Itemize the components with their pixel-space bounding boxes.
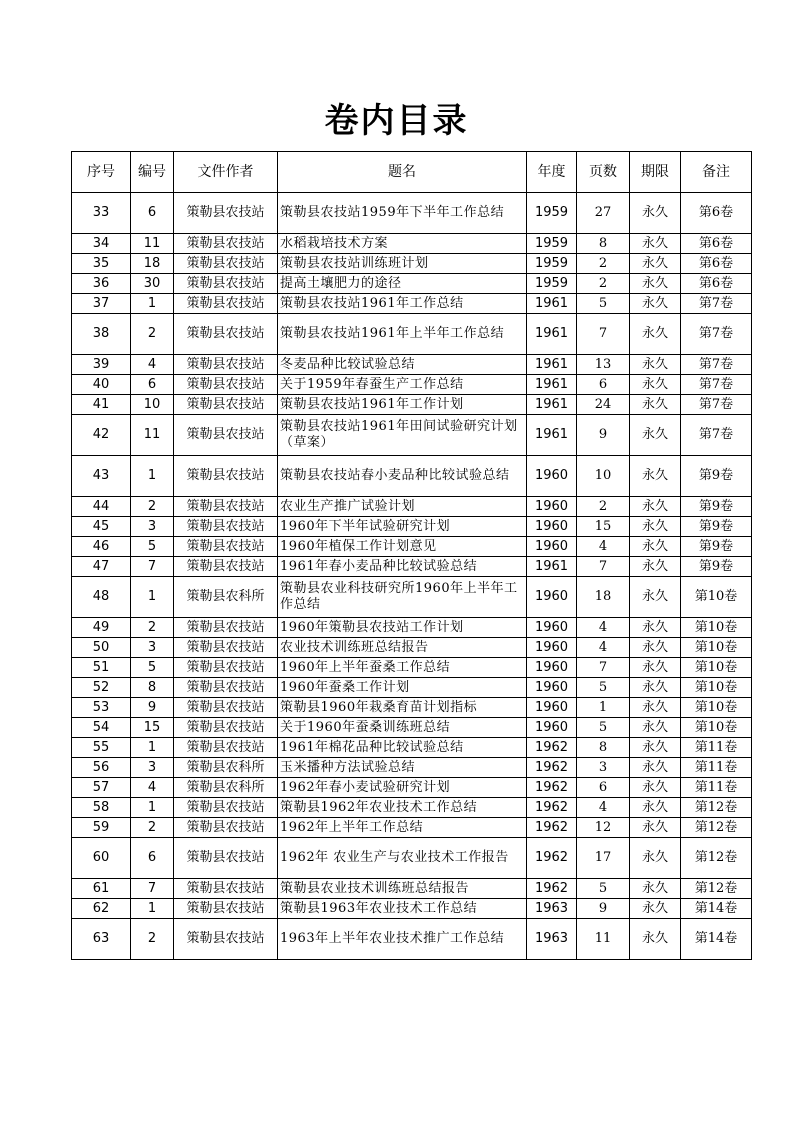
row-author: 策勒县农技站 xyxy=(174,415,278,456)
row-serial: 3 xyxy=(131,758,174,778)
row-year: 1959 xyxy=(527,274,577,294)
row-term: 永久 xyxy=(630,193,681,234)
row-number: 63 xyxy=(72,919,131,960)
row-number: 41 xyxy=(72,395,131,415)
row-pages: 4 xyxy=(577,638,630,658)
row-note: 第14卷 xyxy=(681,919,752,960)
row-serial: 8 xyxy=(131,678,174,698)
row-author: 策勒县农技站 xyxy=(174,738,278,758)
row-year: 1960 xyxy=(527,497,577,517)
row-author: 策勒县农技站 xyxy=(174,537,278,557)
header-term: 期限 xyxy=(630,152,681,193)
table-row xyxy=(72,658,752,678)
row-term: 永久 xyxy=(630,879,681,899)
row-number: 53 xyxy=(72,698,131,718)
row-pages: 5 xyxy=(577,718,630,738)
table-row xyxy=(72,294,752,314)
row-serial: 1 xyxy=(131,294,174,314)
row-year: 1961 xyxy=(527,395,577,415)
row-title: 策勒县1963年农业技术工作总结 xyxy=(278,899,527,919)
row-title: 策勒县农技站春小麦品种比较试验总结 xyxy=(278,456,527,497)
row-term: 永久 xyxy=(630,234,681,254)
row-number: 45 xyxy=(72,517,131,537)
row-serial: 30 xyxy=(131,274,174,294)
table-row xyxy=(72,254,752,274)
row-title: 水稻栽培技术方案 xyxy=(278,234,527,254)
row-year: 1962 xyxy=(527,758,577,778)
row-pages: 10 xyxy=(577,456,630,497)
row-title: 1962年上半年工作总结 xyxy=(278,818,527,838)
row-author: 策勒县农科所 xyxy=(174,758,278,778)
row-number: 54 xyxy=(72,718,131,738)
row-number: 56 xyxy=(72,758,131,778)
row-title: 1960年蚕桑工作计划 xyxy=(278,678,527,698)
row-term: 永久 xyxy=(630,738,681,758)
row-title: 策勒县农技站训练班计划 xyxy=(278,254,527,274)
header-row xyxy=(72,152,752,193)
row-term: 永久 xyxy=(630,678,681,698)
row-title: 1960年策勒县农技站工作计划 xyxy=(278,618,527,638)
row-year: 1961 xyxy=(527,294,577,314)
row-serial: 11 xyxy=(131,415,174,456)
row-number: 48 xyxy=(72,577,131,618)
row-title: 策勒县农技站1961年上半年工作总结 xyxy=(278,314,527,355)
row-serial: 18 xyxy=(131,254,174,274)
row-year: 1962 xyxy=(527,738,577,758)
row-term: 永久 xyxy=(630,517,681,537)
row-term: 永久 xyxy=(630,497,681,517)
header-pages: 页数 xyxy=(577,152,630,193)
row-year: 1962 xyxy=(527,838,577,879)
row-number: 37 xyxy=(72,294,131,314)
table-row xyxy=(72,879,752,899)
row-pages: 17 xyxy=(577,838,630,879)
row-note: 第10卷 xyxy=(681,718,752,738)
row-author: 策勒县农技站 xyxy=(174,818,278,838)
table-row xyxy=(72,497,752,517)
row-year: 1960 xyxy=(527,537,577,557)
row-serial: 5 xyxy=(131,537,174,557)
row-serial: 9 xyxy=(131,698,174,718)
row-number: 35 xyxy=(72,254,131,274)
row-pages: 2 xyxy=(577,254,630,274)
row-author: 策勒县农技站 xyxy=(174,395,278,415)
row-author: 策勒县农技站 xyxy=(174,919,278,960)
row-author: 策勒县农技站 xyxy=(174,618,278,638)
row-author: 策勒县农技站 xyxy=(174,294,278,314)
row-pages: 8 xyxy=(577,738,630,758)
table-row xyxy=(72,557,752,577)
row-note: 第6卷 xyxy=(681,254,752,274)
row-note: 第7卷 xyxy=(681,314,752,355)
row-note: 第6卷 xyxy=(681,234,752,254)
row-title: 1961年春小麦品种比较试验总结 xyxy=(278,557,527,577)
row-author: 策勒县农技站 xyxy=(174,879,278,899)
header-title: 题名 xyxy=(278,152,527,193)
row-serial: 2 xyxy=(131,618,174,638)
row-author: 策勒县农技站 xyxy=(174,798,278,818)
row-author: 策勒县农技站 xyxy=(174,254,278,274)
row-title: 玉米播种方法试验总结 xyxy=(278,758,527,778)
row-term: 永久 xyxy=(630,638,681,658)
row-note: 第11卷 xyxy=(681,758,752,778)
row-note: 第10卷 xyxy=(681,658,752,678)
row-title: 策勒县1962年农业技术工作总结 xyxy=(278,798,527,818)
row-year: 1960 xyxy=(527,658,577,678)
row-term: 永久 xyxy=(630,274,681,294)
row-term: 永久 xyxy=(630,698,681,718)
row-note: 第10卷 xyxy=(681,638,752,658)
header-note: 备注 xyxy=(681,152,752,193)
row-note: 第10卷 xyxy=(681,577,752,618)
table-row xyxy=(72,537,752,557)
row-serial: 6 xyxy=(131,193,174,234)
header-author: 文件作者 xyxy=(174,152,278,193)
row-pages: 4 xyxy=(577,798,630,818)
row-serial: 4 xyxy=(131,355,174,375)
row-number: 55 xyxy=(72,738,131,758)
row-serial: 1 xyxy=(131,798,174,818)
table-row xyxy=(72,778,752,798)
row-title: 1962年春小麦试验研究计划 xyxy=(278,778,527,798)
table-row xyxy=(72,577,752,618)
row-note: 第10卷 xyxy=(681,678,752,698)
row-note: 第9卷 xyxy=(681,497,752,517)
row-year: 1961 xyxy=(527,557,577,577)
row-pages: 2 xyxy=(577,497,630,517)
header-year: 年度 xyxy=(527,152,577,193)
row-author: 策勒县农技站 xyxy=(174,456,278,497)
row-term: 永久 xyxy=(630,577,681,618)
row-year: 1961 xyxy=(527,314,577,355)
row-author: 策勒县农技站 xyxy=(174,355,278,375)
table-row xyxy=(72,678,752,698)
header-number: 序号 xyxy=(72,152,131,193)
table-row xyxy=(72,517,752,537)
table-row xyxy=(72,838,752,879)
row-year: 1963 xyxy=(527,899,577,919)
row-pages: 4 xyxy=(577,618,630,638)
row-note: 第9卷 xyxy=(681,517,752,537)
row-author: 策勒县农技站 xyxy=(174,375,278,395)
row-serial: 11 xyxy=(131,234,174,254)
row-term: 永久 xyxy=(630,899,681,919)
table-row xyxy=(72,395,752,415)
row-title: 策勒县农技站1961年工作计划 xyxy=(278,395,527,415)
row-note: 第7卷 xyxy=(681,355,752,375)
row-pages: 6 xyxy=(577,375,630,395)
row-term: 永久 xyxy=(630,537,681,557)
row-year: 1962 xyxy=(527,798,577,818)
row-number: 43 xyxy=(72,456,131,497)
row-title: 农业技术训练班总结报告 xyxy=(278,638,527,658)
row-serial: 1 xyxy=(131,456,174,497)
row-number: 52 xyxy=(72,678,131,698)
table-row xyxy=(72,758,752,778)
row-note: 第9卷 xyxy=(681,456,752,497)
row-pages: 9 xyxy=(577,415,630,456)
row-year: 1960 xyxy=(527,638,577,658)
table-row xyxy=(72,456,752,497)
row-serial: 1 xyxy=(131,738,174,758)
row-serial: 10 xyxy=(131,395,174,415)
row-title: 策勒县农技站1961年田间试验研究计划（草案） xyxy=(278,415,527,456)
row-title: 策勒县农技站1959年下半年工作总结 xyxy=(278,193,527,234)
row-serial: 15 xyxy=(131,718,174,738)
row-number: 58 xyxy=(72,798,131,818)
row-author: 策勒县农技站 xyxy=(174,274,278,294)
row-pages: 5 xyxy=(577,879,630,899)
row-pages: 6 xyxy=(577,778,630,798)
row-author: 策勒县农技站 xyxy=(174,314,278,355)
row-note: 第7卷 xyxy=(681,375,752,395)
row-term: 永久 xyxy=(630,838,681,879)
row-note: 第7卷 xyxy=(681,294,752,314)
row-number: 47 xyxy=(72,557,131,577)
row-serial: 2 xyxy=(131,314,174,355)
table-row xyxy=(72,314,752,355)
row-term: 永久 xyxy=(630,456,681,497)
row-year: 1959 xyxy=(527,193,577,234)
row-title: 策勒县农技站1961年工作总结 xyxy=(278,294,527,314)
catalog-table xyxy=(71,151,752,960)
row-term: 永久 xyxy=(630,778,681,798)
row-note: 第11卷 xyxy=(681,778,752,798)
row-note: 第9卷 xyxy=(681,557,752,577)
row-pages: 5 xyxy=(577,294,630,314)
row-term: 永久 xyxy=(630,314,681,355)
row-year: 1959 xyxy=(527,234,577,254)
row-number: 40 xyxy=(72,375,131,395)
row-number: 61 xyxy=(72,879,131,899)
row-year: 1960 xyxy=(527,718,577,738)
row-note: 第10卷 xyxy=(681,698,752,718)
row-serial: 6 xyxy=(131,375,174,395)
row-title: 1963年上半年农业技术推广工作总结 xyxy=(278,919,527,960)
row-year: 1960 xyxy=(527,577,577,618)
table-row xyxy=(72,638,752,658)
row-serial: 3 xyxy=(131,517,174,537)
row-note: 第6卷 xyxy=(681,274,752,294)
row-author: 策勒县农技站 xyxy=(174,497,278,517)
row-author: 策勒县农技站 xyxy=(174,517,278,537)
table-row xyxy=(72,818,752,838)
row-year: 1960 xyxy=(527,456,577,497)
row-term: 永久 xyxy=(630,798,681,818)
row-year: 1962 xyxy=(527,879,577,899)
row-author: 策勒县农技站 xyxy=(174,658,278,678)
row-pages: 9 xyxy=(577,899,630,919)
table-row xyxy=(72,618,752,638)
row-number: 57 xyxy=(72,778,131,798)
table-row xyxy=(72,919,752,960)
row-pages: 7 xyxy=(577,314,630,355)
row-number: 49 xyxy=(72,618,131,638)
row-pages: 18 xyxy=(577,577,630,618)
row-title: 策勒县农业科技研究所1960年上半年工作总结 xyxy=(278,577,527,618)
row-year: 1962 xyxy=(527,778,577,798)
row-title: 关于1959年春蚕生产工作总结 xyxy=(278,375,527,395)
row-title: 1961年棉花品种比较试验总结 xyxy=(278,738,527,758)
row-number: 62 xyxy=(72,899,131,919)
row-author: 策勒县农科所 xyxy=(174,778,278,798)
row-author: 策勒县农技站 xyxy=(174,557,278,577)
row-note: 第12卷 xyxy=(681,818,752,838)
row-year: 1961 xyxy=(527,415,577,456)
row-pages: 5 xyxy=(577,678,630,698)
row-term: 永久 xyxy=(630,415,681,456)
row-title: 农业生产推广试验计划 xyxy=(278,497,527,517)
row-title: 策勒县农业技术训练班总结报告 xyxy=(278,879,527,899)
table-row xyxy=(72,899,752,919)
row-serial: 2 xyxy=(131,497,174,517)
row-number: 42 xyxy=(72,415,131,456)
row-note: 第9卷 xyxy=(681,537,752,557)
row-title: 提高土壤肥力的途径 xyxy=(278,274,527,294)
row-pages: 15 xyxy=(577,517,630,537)
row-term: 永久 xyxy=(630,758,681,778)
header-serial: 编号 xyxy=(131,152,174,193)
row-term: 永久 xyxy=(630,294,681,314)
row-pages: 4 xyxy=(577,537,630,557)
row-serial: 1 xyxy=(131,899,174,919)
row-author: 策勒县农技站 xyxy=(174,678,278,698)
row-pages: 12 xyxy=(577,818,630,838)
row-serial: 2 xyxy=(131,919,174,960)
row-pages: 7 xyxy=(577,658,630,678)
row-title: 1960年上半年蚕桑工作总结 xyxy=(278,658,527,678)
row-serial: 6 xyxy=(131,838,174,879)
row-number: 36 xyxy=(72,274,131,294)
row-note: 第14卷 xyxy=(681,899,752,919)
row-serial: 7 xyxy=(131,557,174,577)
row-year: 1962 xyxy=(527,818,577,838)
row-serial: 5 xyxy=(131,658,174,678)
row-author: 策勒县农技站 xyxy=(174,698,278,718)
row-number: 51 xyxy=(72,658,131,678)
row-term: 永久 xyxy=(630,618,681,638)
row-number: 46 xyxy=(72,537,131,557)
row-title: 策勒县1960年栽桑育苗计划指标 xyxy=(278,698,527,718)
row-year: 1959 xyxy=(527,254,577,274)
row-year: 1960 xyxy=(527,678,577,698)
row-note: 第11卷 xyxy=(681,738,752,758)
row-title: 冬麦品种比较试验总结 xyxy=(278,355,527,375)
table-row xyxy=(72,274,752,294)
row-pages: 3 xyxy=(577,758,630,778)
row-term: 永久 xyxy=(630,818,681,838)
row-title: 1962年 农业生产与农业技术工作报告 xyxy=(278,838,527,879)
row-number: 44 xyxy=(72,497,131,517)
row-author: 策勒县农技站 xyxy=(174,718,278,738)
row-author: 策勒县农技站 xyxy=(174,838,278,879)
row-note: 第12卷 xyxy=(681,838,752,879)
row-term: 永久 xyxy=(630,718,681,738)
row-serial: 7 xyxy=(131,879,174,899)
row-pages: 1 xyxy=(577,698,630,718)
table-row xyxy=(72,193,752,234)
row-number: 60 xyxy=(72,838,131,879)
row-author: 策勒县农技站 xyxy=(174,638,278,658)
row-note: 第7卷 xyxy=(681,415,752,456)
row-note: 第12卷 xyxy=(681,798,752,818)
page-title: 卷内目录 xyxy=(324,101,469,141)
row-number: 38 xyxy=(72,314,131,355)
row-pages: 11 xyxy=(577,919,630,960)
table-row xyxy=(72,415,752,456)
table-row xyxy=(72,234,752,254)
row-note: 第10卷 xyxy=(681,618,752,638)
row-note: 第6卷 xyxy=(681,193,752,234)
row-year: 1960 xyxy=(527,618,577,638)
row-pages: 27 xyxy=(577,193,630,234)
row-note: 第12卷 xyxy=(681,879,752,899)
row-serial: 2 xyxy=(131,818,174,838)
row-term: 永久 xyxy=(630,557,681,577)
row-year: 1961 xyxy=(527,355,577,375)
table-row xyxy=(72,375,752,395)
row-term: 永久 xyxy=(630,375,681,395)
row-serial: 3 xyxy=(131,638,174,658)
table-row xyxy=(72,798,752,818)
row-year: 1960 xyxy=(527,517,577,537)
row-term: 永久 xyxy=(630,395,681,415)
row-author: 策勒县农技站 xyxy=(174,899,278,919)
row-number: 59 xyxy=(72,818,131,838)
row-number: 50 xyxy=(72,638,131,658)
table-row xyxy=(72,355,752,375)
row-author: 策勒县农科所 xyxy=(174,577,278,618)
row-title: 关于1960年蚕桑训练班总结 xyxy=(278,718,527,738)
row-note: 第7卷 xyxy=(681,395,752,415)
row-pages: 7 xyxy=(577,557,630,577)
row-year: 1960 xyxy=(527,698,577,718)
row-term: 永久 xyxy=(630,658,681,678)
row-year: 1961 xyxy=(527,375,577,395)
row-term: 永久 xyxy=(630,919,681,960)
row-term: 永久 xyxy=(630,355,681,375)
row-author: 策勒县农技站 xyxy=(174,193,278,234)
row-pages: 2 xyxy=(577,274,630,294)
row-number: 33 xyxy=(72,193,131,234)
row-author: 策勒县农技站 xyxy=(174,234,278,254)
row-pages: 8 xyxy=(577,234,630,254)
row-title: 1960年下半年试验研究计划 xyxy=(278,517,527,537)
row-serial: 1 xyxy=(131,577,174,618)
table-row xyxy=(72,718,752,738)
row-number: 34 xyxy=(72,234,131,254)
row-year: 1963 xyxy=(527,919,577,960)
row-term: 永久 xyxy=(630,254,681,274)
row-title: 1960年植保工作计划意见 xyxy=(278,537,527,557)
row-number: 39 xyxy=(72,355,131,375)
row-serial: 4 xyxy=(131,778,174,798)
table-row xyxy=(72,698,752,718)
row-pages: 24 xyxy=(577,395,630,415)
row-pages: 13 xyxy=(577,355,630,375)
table-row xyxy=(72,738,752,758)
